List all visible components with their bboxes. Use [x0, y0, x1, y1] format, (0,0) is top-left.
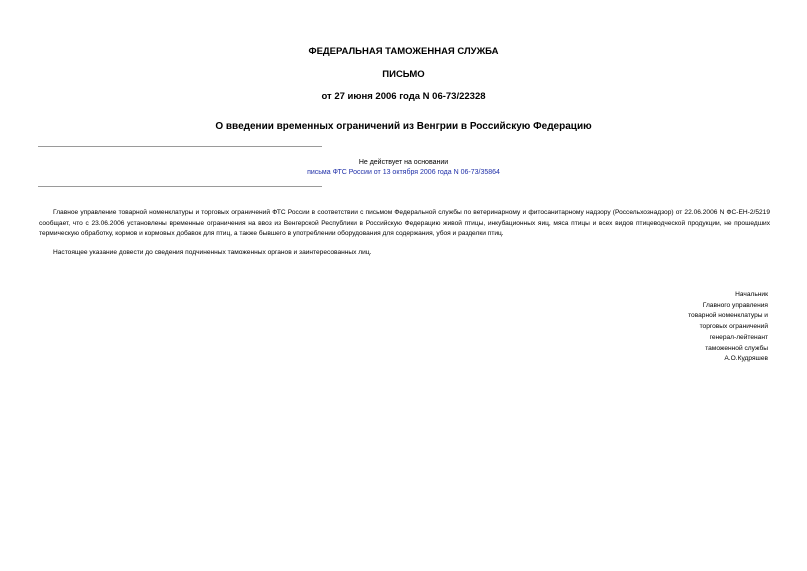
signature-line: таможенной службы: [705, 344, 768, 352]
agency-name: ФЕДЕРАЛЬНАЯ ТАМОЖЕННАЯ СЛУЖБА: [308, 46, 499, 57]
divider-top: [38, 146, 322, 147]
signature-line: Главного управления: [702, 301, 768, 309]
signature-line: товарной номенклатуры и: [688, 312, 768, 320]
body-paragraph-2: Настоящее указание довести до сведения подчиненных таможенных органов и заинтересованных лиц.: [53, 249, 372, 256]
body-paragraph-1: Главное управление товарной номенклатуры и торговых ограничений ФТС России в соответствии с письмом Федеральной службы по ветеринарному и фитосанитарному надзору (Россельхознадзор) от 22.06.2006 N ФС-ЕН-2/5219 сообщает, что с 23.06.2006 установлены временные ограничения на ввоз из Венгерской Республики в Российскую Федерацию живой птицы, инкубационных яиц, мяса птицы и всех видов птицеводческой продукции, не прошедших термическую обработку, кормов и кормовых добавок для птиц, а также бывшего в употреблении оборудования для содержания, убоя и разделки птиц.: [39, 209, 770, 238]
signature-line: торговых ограничений: [699, 323, 768, 331]
divider-bottom: [38, 186, 322, 187]
signature-line: генерал-лейтенант: [709, 333, 768, 341]
signature-line: Начальник: [735, 291, 768, 298]
status-note: Не действует на основании: [358, 159, 449, 166]
signatory-name: А.О.Кудряшев: [724, 355, 768, 363]
document-title: О введении временных ограничений из Венгрии в Российскую Федерацию: [215, 121, 592, 132]
document-type: ПИСЬМО: [382, 69, 425, 80]
signature-block: [688, 290, 768, 365]
document-date-number: от 27 июня 2006 года N 06-73/22328: [321, 91, 486, 102]
status-link[interactable]: письма ФТС России от 13 октября 2006 года N 06-73/35864: [307, 169, 500, 176]
